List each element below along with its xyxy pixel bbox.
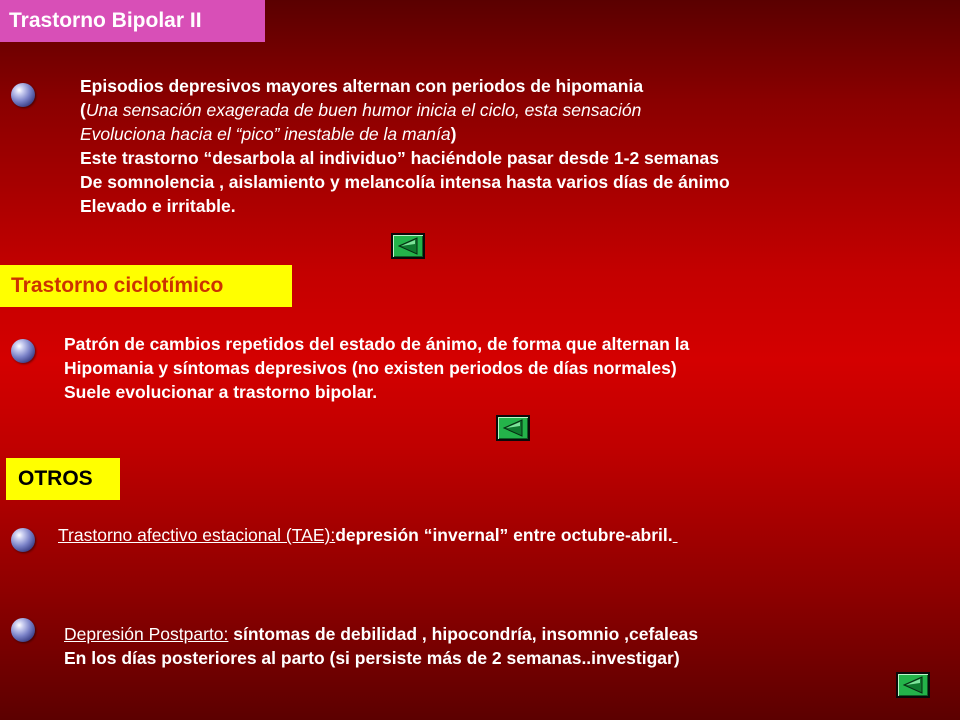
- section-title-ciclotimico: Trastorno ciclotímico: [0, 265, 292, 307]
- paren-close: ): [450, 124, 457, 144]
- postparto-line-2: En los días posteriores al parto (si persiste más de 2 semanas..investigar): [64, 648, 680, 668]
- ciclotimico-line-3: Suele evolucionar a trastorno bipolar.: [64, 382, 378, 402]
- ciclotimico-description: [64, 332, 689, 404]
- bipolar-line-2: [80, 98, 730, 122]
- paren-open: (: [80, 100, 86, 120]
- section-title-bipolar-ii: Trastorno Bipolar II: [0, 0, 265, 42]
- section-title-otros: OTROS: [6, 458, 120, 500]
- tae-description: depresión “invernal” entre octubre-abril.: [335, 525, 673, 545]
- bipolar-line-2-italic: Una sensación exagerada de buen humor inicia el ciclo, esta sensación: [85, 100, 642, 120]
- bipolar-line-3-italic: Evoluciona hacia el “pico” inestable de la manía: [80, 124, 451, 144]
- sphere-bullet-icon: [11, 83, 35, 107]
- postparto-description: síntomas de debilidad , hipocondría, insomnio ,cefaleas: [228, 624, 699, 644]
- postparto-item: [64, 622, 698, 670]
- ciclotimico-line-1: Patrón de cambios repetidos del estado de ánimo, de forma que alternan la: [64, 334, 690, 354]
- sphere-bullet-icon: [11, 618, 35, 642]
- back-arrow-button-3[interactable]: [896, 672, 930, 698]
- ciclotimico-line-2: Hipomania y síntomas depresivos (no existen periodos de días normales): [64, 358, 677, 378]
- bipolar-line-3: [80, 122, 730, 146]
- back-arrow-button-2[interactable]: [496, 415, 530, 441]
- bipolar-line-4: Este trastorno “desarbola al individuo” haciéndole pasar desde 1-2 semanas: [80, 148, 719, 168]
- postparto-line-1: [64, 622, 698, 646]
- bipolar-line-5: De somnolencia , aislamiento y melancolía intensa hasta varios días de ánimo: [80, 172, 730, 192]
- tae-line: [58, 523, 678, 547]
- sphere-bullet-icon: [11, 339, 35, 363]
- postparto-term: Depresión Postparto:: [64, 624, 229, 644]
- tae-tail: [673, 525, 678, 545]
- tae-term: Trastorno afectivo estacional (TAE):: [58, 525, 336, 545]
- tae-item: [58, 523, 678, 547]
- back-arrow-button-1[interactable]: [391, 233, 425, 259]
- back-arrow-icon: [393, 235, 423, 257]
- back-arrow-icon: [498, 417, 528, 439]
- bipolar-line-6: Elevado e irritable.: [80, 196, 236, 216]
- back-arrow-icon: [898, 674, 928, 696]
- bipolar-description: [80, 74, 730, 218]
- bipolar-line-1: Episodios depresivos mayores alternan con periodos de hipomania: [80, 76, 644, 96]
- sphere-bullet-icon: [11, 528, 35, 552]
